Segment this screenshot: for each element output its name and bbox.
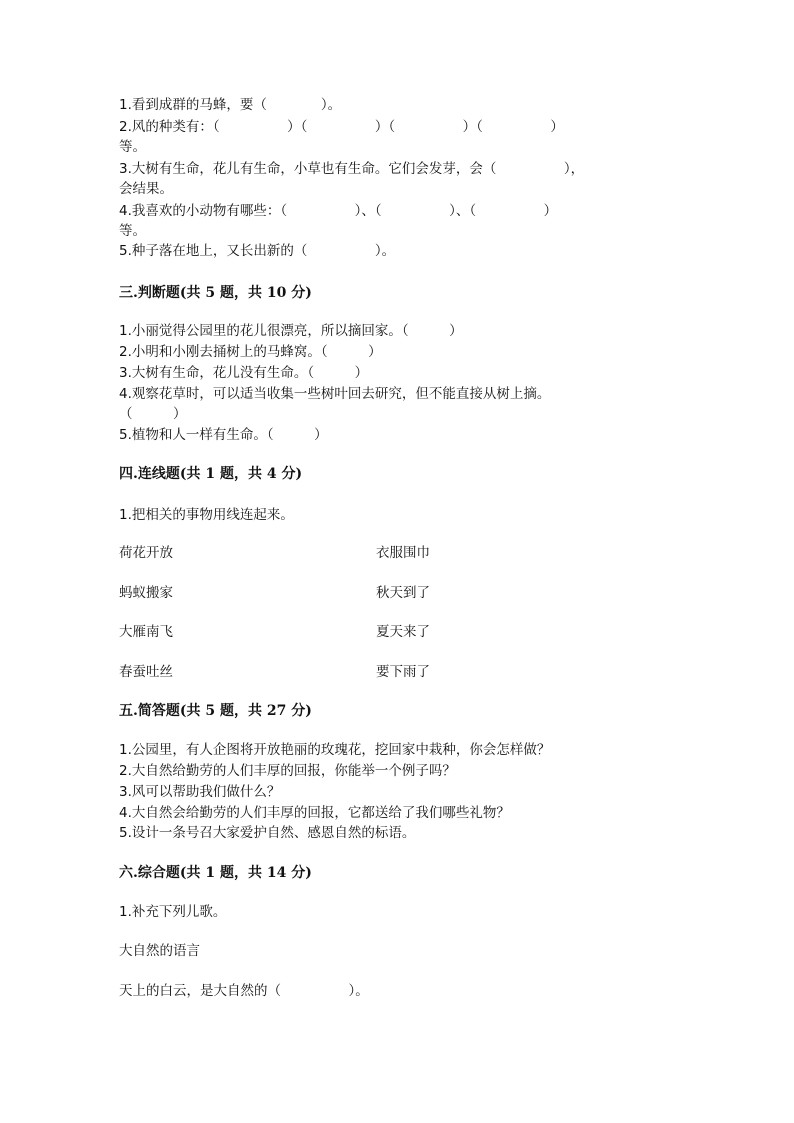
short-answer-question-1: 1.公园里，有人企图将开放艳丽的玫瑰花，挖回家中栽种，你会怎样做？ xyxy=(119,742,551,758)
fill-question-2-cont: 等。 xyxy=(119,139,146,155)
fill-question-1: 1.看到成群的马蜂，要（ ）。 xyxy=(119,97,342,113)
fill-question-5: 5.种子落在地上，又长出新的（ ）。 xyxy=(119,243,396,259)
match-left-item: 荷花开放 xyxy=(119,545,173,561)
judge-question-3: 3.大树有生命，花儿没有生命。（ ） xyxy=(119,365,369,381)
short-answer-question-2: 2.大自然给勤劳的人们丰厚的回报，你能举一个例子吗？ xyxy=(119,763,456,779)
fill-question-2: 2.风的种类有：（ ）（ ）（ ）（ ） xyxy=(119,119,564,135)
comprehensive-question-1: 1.补充下列儿歌。 xyxy=(119,904,227,920)
match-right-item: 秋天到了 xyxy=(376,585,430,601)
match-left-item: 蚂蚁搬家 xyxy=(119,585,173,601)
judge-question-5: 5.植物和人一样有生命。（ ） xyxy=(119,427,328,443)
judge-question-4-cont: （ ） xyxy=(119,406,187,422)
fill-question-3-cont: 会结果。 xyxy=(119,181,173,197)
short-answer-question-5: 5.设计一条号召大家爱护自然、感恩自然的标语。 xyxy=(119,825,416,841)
match-right-item: 衣服围巾 xyxy=(376,545,430,561)
match-left-item: 大雁南飞 xyxy=(119,624,173,640)
match-right-item: 要下雨了 xyxy=(376,664,430,680)
judge-question-2: 2.小明和小刚去捅树上的马蜂窝。（ ） xyxy=(119,344,382,360)
section-heading-matching: 四.连线题(共 1 题，共 4 分) xyxy=(119,466,303,482)
fill-question-3: 3.大树有生命，花儿有生命，小草也有生命。它们会发芽，会（ ）， xyxy=(119,161,585,177)
short-answer-question-4: 4.大自然会给勤劳的人们丰厚的回报，它都送给了我们哪些礼物？ xyxy=(119,805,510,821)
poem-line-1: 天上的白云，是大自然的（ ）。 xyxy=(119,983,369,999)
poem-title: 大自然的语言 xyxy=(119,943,200,959)
judge-question-1: 1.小丽觉得公园里的花儿很漂亮，所以摘回家。（ ） xyxy=(119,323,463,339)
match-question-1: 1.把相关的事物用线连起来。 xyxy=(119,507,294,523)
fill-question-4-cont: 等。 xyxy=(119,223,146,239)
match-left-item: 春蚕吐丝 xyxy=(119,664,173,680)
section-heading-judgement: 三.判断题(共 5 题，共 10 分) xyxy=(119,285,312,301)
match-right-item: 夏天来了 xyxy=(376,624,430,640)
fill-question-4: 4.我喜欢的小动物有哪些：（ ）、（ ）、（ ） xyxy=(119,203,558,219)
section-heading-short-answer: 五.简答题(共 5 题，共 27 分) xyxy=(119,703,312,719)
short-answer-question-3: 3.风可以帮助我们做什么？ xyxy=(119,784,281,800)
section-heading-comprehensive: 六.综合题(共 1 题，共 14 分) xyxy=(119,865,312,881)
judge-question-4: 4.观察花草时，可以适当收集一些树叶回去研究，但不能直接从树上摘。 xyxy=(119,386,551,402)
